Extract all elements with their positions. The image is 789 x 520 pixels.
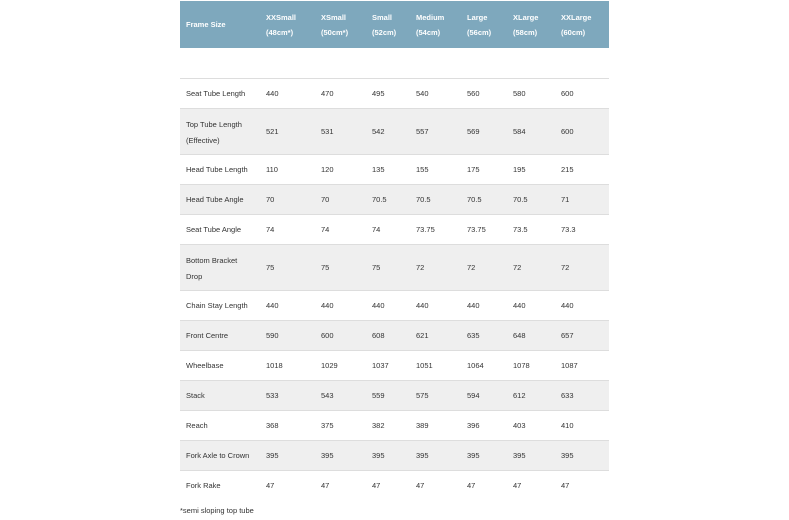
cell-value: 389 (416, 420, 429, 430)
table-row (180, 290, 609, 320)
row-label-line: Fork Rake (186, 481, 221, 490)
row-label-line: Bottom Bracket (186, 255, 238, 265)
size-name: XSmall (321, 13, 347, 22)
cell-value: 396 (467, 420, 480, 430)
cell-value: 633 (561, 390, 574, 400)
size-name: XLarge (513, 13, 539, 22)
row-label-line: Reach (186, 421, 208, 430)
row-label-line: Top Tube Length (186, 119, 242, 129)
cell-value: 382 (372, 420, 385, 430)
geometry-table (180, 1, 609, 500)
cell-value: 47 (416, 480, 425, 490)
size-measure: (58cm) (513, 28, 538, 37)
cell-value: 175 (467, 164, 480, 174)
row-label (186, 117, 242, 148)
cell-value: 71 (561, 194, 570, 204)
cell-value: 440 (266, 88, 279, 98)
cell-value: 47 (561, 480, 570, 490)
cell-value: 75 (266, 262, 275, 272)
cell-value: 584 (513, 126, 526, 136)
cell-value: 155 (416, 164, 429, 174)
cell-value: 440 (513, 300, 526, 310)
cell-value: 395 (561, 450, 574, 460)
table-row (180, 320, 609, 350)
size-measure: (54cm) (416, 28, 441, 37)
row-label-line: Seat Tube Length (186, 89, 246, 98)
cell-value: 70.5 (513, 194, 528, 204)
cell-value: 600 (561, 88, 574, 98)
row-label (186, 253, 237, 284)
size-name: Small (372, 13, 393, 22)
cell-value: 440 (266, 300, 279, 310)
cell-value: 440 (561, 300, 574, 310)
row-label-line: Chain Stay Length (186, 301, 248, 310)
cell-value: 580 (513, 88, 526, 98)
row-label (186, 86, 245, 101)
row-label (186, 298, 248, 313)
footnote: *semi sloping top tube (180, 506, 254, 515)
row-label (186, 478, 221, 493)
row-label-line: Head Tube Length (186, 165, 248, 174)
row-label (186, 328, 228, 343)
cell-value: 440 (416, 300, 429, 310)
cell-value: 395 (513, 450, 526, 460)
header-spacer (180, 48, 609, 78)
cell-value: 135 (372, 164, 385, 174)
cell-value: 120 (321, 164, 334, 174)
cell-value: 590 (266, 330, 279, 340)
row-label-line: Seat Tube Angle (186, 225, 242, 234)
cell-value: 1018 (266, 360, 283, 370)
cell-value: 648 (513, 330, 526, 340)
table-row (180, 470, 609, 500)
cell-value: 74 (266, 224, 275, 234)
size-measure: (60cm) (561, 28, 586, 37)
cell-value: 470 (321, 88, 334, 98)
cell-value: 635 (467, 330, 480, 340)
table-row (180, 350, 609, 380)
cell-value: 74 (321, 224, 330, 234)
cell-value: 557 (416, 126, 429, 136)
cell-value: 75 (372, 262, 381, 272)
cell-value: 440 (467, 300, 480, 310)
cell-value: 543 (321, 390, 334, 400)
cell-value: 600 (321, 330, 334, 340)
cell-value: 1087 (561, 360, 578, 370)
cell-value: 1051 (416, 360, 433, 370)
size-measure: (50cm*) (321, 28, 349, 37)
cell-value: 540 (416, 88, 429, 98)
row-label (186, 222, 241, 237)
cell-value: 569 (467, 126, 480, 136)
cell-value: 74 (372, 224, 381, 234)
frame-size-header: Frame Size (186, 20, 226, 29)
table-row (180, 410, 609, 440)
row-label-line: Wheelbase (186, 361, 224, 370)
cell-value: 73.75 (416, 224, 435, 234)
cell-value: 495 (372, 88, 385, 98)
cell-value: 440 (372, 300, 385, 310)
cell-value: 410 (561, 420, 574, 430)
cell-value: 395 (416, 450, 429, 460)
cell-value: 47 (321, 480, 330, 490)
size-measure: (52cm) (372, 28, 397, 37)
size-name: Medium (416, 13, 445, 22)
cell-value: 600 (561, 126, 574, 136)
cell-value: 533 (266, 390, 279, 400)
cell-value: 75 (321, 262, 330, 272)
row-label-line: (Effective) (186, 135, 220, 145)
cell-value: 70 (266, 194, 275, 204)
cell-value: 403 (513, 420, 526, 430)
cell-value: 72 (513, 262, 522, 272)
row-label (186, 388, 205, 403)
size-name: Large (467, 13, 488, 22)
cell-value: 70.5 (467, 194, 482, 204)
cell-value: 368 (266, 420, 279, 430)
table-row (180, 440, 609, 470)
cell-value: 440 (321, 300, 334, 310)
cell-value: 1078 (513, 360, 530, 370)
cell-value: 72 (561, 262, 570, 272)
row-label-line: Fork Axle to Crown (186, 451, 250, 460)
cell-value: 560 (467, 88, 480, 98)
cell-value: 1029 (321, 360, 338, 370)
cell-value: 47 (372, 480, 381, 490)
cell-value: 1037 (372, 360, 389, 370)
cell-value: 73.75 (467, 224, 486, 234)
row-label (186, 192, 244, 207)
cell-value: 559 (372, 390, 385, 400)
row-label (186, 162, 248, 177)
row-label-line: Front Centre (186, 331, 229, 340)
cell-value: 521 (266, 126, 279, 136)
cell-value: 215 (561, 164, 574, 174)
row-label (186, 358, 224, 373)
row-label (186, 448, 249, 463)
table-row (180, 214, 609, 244)
cell-value: 72 (416, 262, 425, 272)
cell-value: 395 (321, 450, 334, 460)
cell-value: 47 (467, 480, 476, 490)
cell-value: 73.5 (513, 224, 528, 234)
cell-value: 70.5 (416, 194, 431, 204)
row-label-line: Head Tube Angle (186, 195, 244, 204)
cell-value: 608 (372, 330, 385, 340)
size-measure: (48cm*) (266, 28, 294, 37)
row-label-line: Drop (186, 271, 203, 281)
cell-value: 1064 (467, 360, 484, 370)
row-label (186, 418, 208, 433)
size-measure: (56cm) (467, 28, 492, 37)
cell-value: 621 (416, 330, 429, 340)
table-row (180, 108, 609, 154)
cell-value: 375 (321, 420, 334, 430)
table-header (180, 1, 609, 48)
cell-value: 575 (416, 390, 429, 400)
cell-value: 47 (266, 480, 275, 490)
cell-value: 110 (266, 164, 278, 174)
table-row (180, 380, 609, 410)
cell-value: 70.5 (372, 194, 387, 204)
cell-value: 657 (561, 330, 574, 340)
cell-value: 47 (513, 480, 522, 490)
cell-value: 395 (372, 450, 385, 460)
cell-value: 612 (513, 390, 526, 400)
cell-value: 395 (467, 450, 480, 460)
cell-value: 195 (513, 164, 526, 174)
cell-value: 542 (372, 126, 385, 136)
cell-value: 73.3 (561, 224, 576, 234)
size-name: XXSmall (266, 13, 297, 22)
size-name: XXLarge (561, 13, 592, 22)
cell-value: 531 (321, 126, 334, 136)
table-row (180, 154, 609, 184)
table-row (180, 184, 609, 214)
cell-value: 395 (266, 450, 279, 460)
table-row (180, 78, 609, 108)
row-label-line: Stack (186, 391, 205, 400)
cell-value: 72 (467, 262, 476, 272)
cell-value: 594 (467, 390, 480, 400)
cell-value: 70 (321, 194, 330, 204)
table-row (180, 244, 609, 290)
